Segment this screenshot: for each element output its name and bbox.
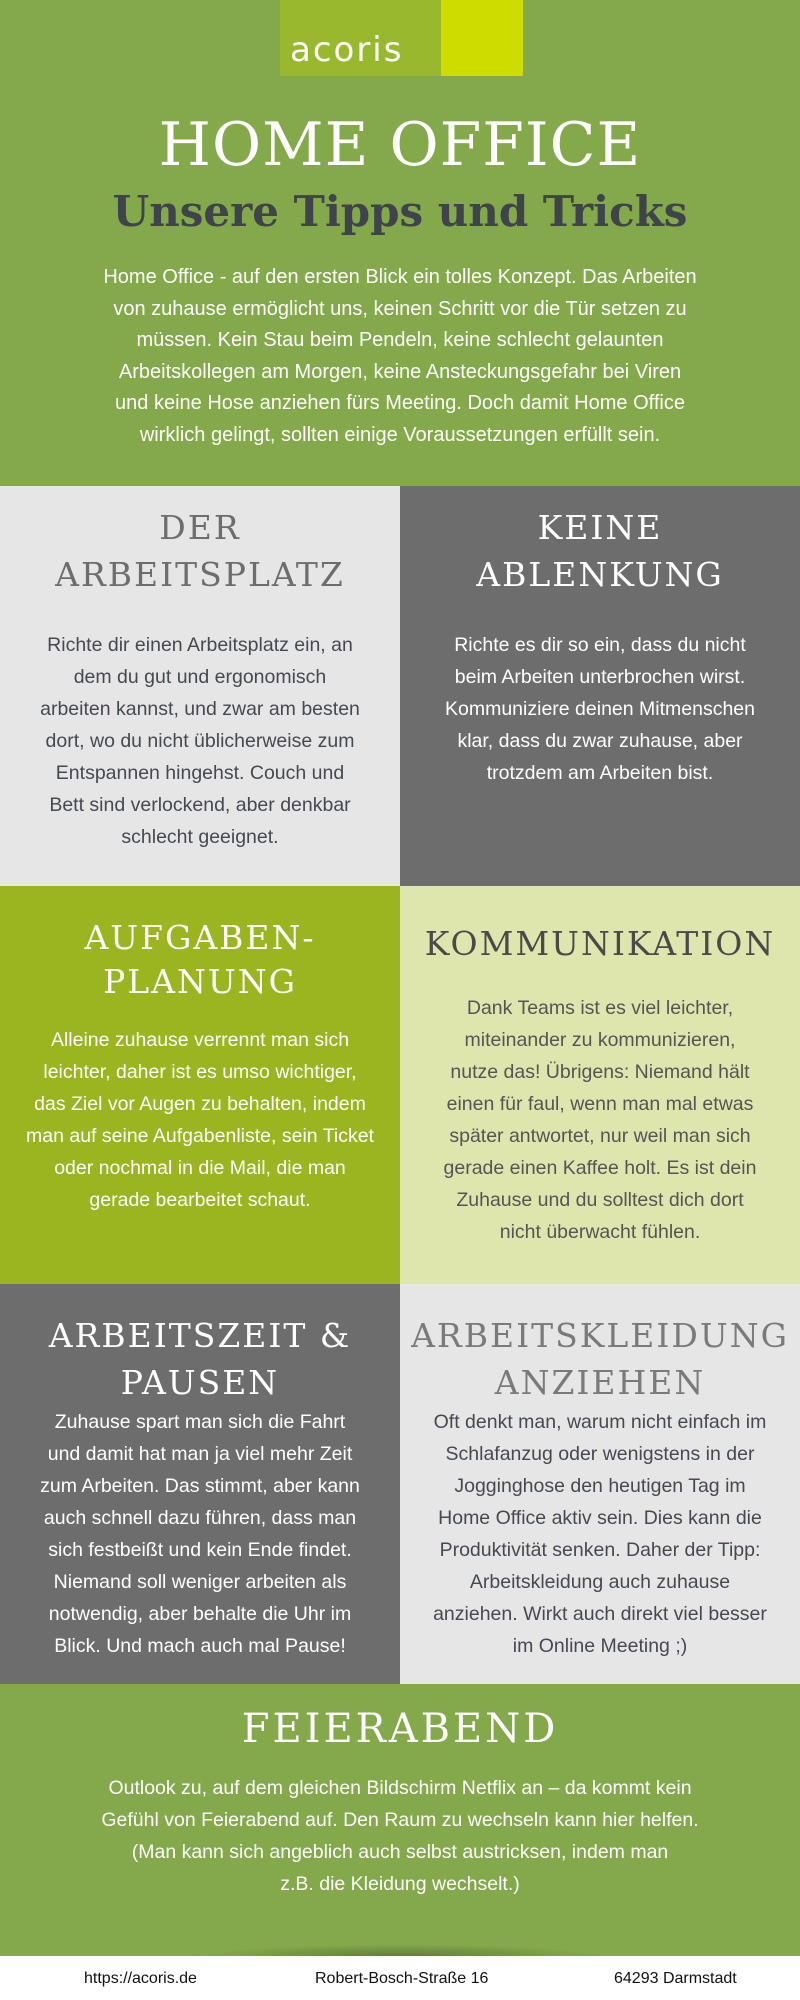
card-text-line: sich festbeißt und kein Ende findet. <box>48 1539 352 1561</box>
card-title <box>0 504 400 598</box>
intro-line: von zuhause ermöglicht uns, keinen Schritt vor die Tür setzen zu <box>113 297 687 320</box>
card-title-line: PAUSEN <box>120 1363 280 1402</box>
intro-line: müssen. Kein Stau beim Pendeln, keine schlecht gelaunten <box>136 329 664 351</box>
card-text <box>0 1024 400 1216</box>
page-title: HOME OFFICE <box>158 110 642 180</box>
card-arbeitszeit-pausen <box>0 1284 400 1684</box>
card-title-line: KOMMUNIKATION <box>424 924 776 963</box>
intro-text <box>60 262 740 451</box>
card-text-line: nutze das! Übrigens: Niemand hält <box>450 1061 750 1083</box>
card-text-line: anziehen. Wirkt auch direkt viel besser <box>433 1603 767 1625</box>
card-title-line: KEINE <box>537 508 663 547</box>
card-title <box>0 1312 400 1406</box>
card-text-line: beim Arbeiten unterbrochen wirst. <box>454 666 746 688</box>
card-text-line: Alleine zuhause verrennt man sich <box>50 1029 350 1051</box>
card-text-line: Bett sind verlockend, aber denkbar <box>49 794 351 816</box>
intro-line: Arbeitskollegen am Morgen, keine Ansteckungsgefahr bei Viren <box>118 360 682 383</box>
header-section <box>0 0 800 486</box>
footer-website-link[interactable]: https://acoris.de <box>84 1970 197 1987</box>
feierabend-line: z.B. die Kleidung wechselt.) <box>280 1873 520 1895</box>
card-text-line: Kommuniziere deinen Mitmenschen <box>445 698 755 720</box>
feierabend-line: Outlook zu, auf dem gleichen Bildschirm Netflix an – da kommt kein <box>108 1777 692 1799</box>
card-text-line: oder nochmal in die Mail, die man <box>54 1157 346 1179</box>
card-text-line: Richte dir einen Arbeitsplatz ein, an <box>47 634 353 656</box>
card-title-line: ABLENKUNG <box>476 555 724 594</box>
card-text-line: Niemand soll weniger arbeiten als <box>53 1571 347 1593</box>
card-text-line: das Ziel vor Augen zu behalten, indem <box>34 1093 366 1115</box>
card-title-line: PLANUNG <box>103 962 297 1001</box>
card-text-line: Richte es dir so ein, dass du nicht <box>454 634 746 656</box>
card-keine-ablenkung <box>400 486 800 886</box>
feierabend-line: Gefühl von Feierabend auf. Den Raum zu wechseln kann hier helfen. <box>101 1809 699 1831</box>
card-title <box>400 920 800 967</box>
card-text-line: trotzdem am Arbeiten bist. <box>486 762 714 784</box>
card-aufgabenplanung <box>0 886 400 1284</box>
card-text-line: notwendig, aber behalte die Uhr im <box>48 1603 352 1625</box>
card-text-line: leichter, daher ist es umso wichtiger, <box>43 1061 357 1083</box>
card-text-line: im Online Meeting ;) <box>512 1635 688 1657</box>
feierabend-title: FEIERABEND <box>241 1706 559 1752</box>
card-title-line: AUFGABEN- <box>84 918 316 957</box>
card-arbeitsplatz <box>0 486 400 886</box>
card-text <box>0 1406 400 1662</box>
card-text-line: Zuhause spart man sich die Fahrt <box>54 1411 346 1433</box>
card-text-line: miteinander zu kommunizieren, <box>464 1029 736 1051</box>
page-subtitle: Unsere Tipps und Tricks <box>112 187 688 236</box>
card-title <box>0 916 400 1004</box>
card-text-line: Entspannen hingehst. Couch und <box>55 762 345 784</box>
footer-city: 64293 Darmstadt <box>614 1970 737 1987</box>
logo-yellow-block <box>441 0 523 76</box>
card-text <box>0 629 400 853</box>
acoris-logo[interactable] <box>280 0 523 76</box>
card-text-line: gerade bearbeitet schaut. <box>89 1189 311 1211</box>
intro-line: Home Office - auf den ersten Blick ein tolles Konzept. Das Arbeiten <box>103 266 697 288</box>
card-text-line: klar, dass du zwar zuhause, aber <box>457 730 743 752</box>
card-title <box>400 504 800 598</box>
card-text-line: man auf seine Aufgabenliste, sein Ticket <box>26 1125 374 1147</box>
card-title-line: DER <box>159 508 241 547</box>
card-text <box>400 1406 800 1662</box>
card-text-line: schlecht geeignet. <box>121 826 279 848</box>
card-text-line: auch schnell dazu führen, dass man <box>43 1507 357 1529</box>
footer-street: Robert-Bosch-Straße 16 <box>315 1970 489 1987</box>
card-text-line: später antwortet, nur weil man sich <box>449 1125 751 1147</box>
card-text-line: Oft denkt man, warum nicht einfach im <box>433 1411 767 1433</box>
card-kommunikation <box>400 886 800 1284</box>
intro-line: wirklich gelingt, sollten einige Voraussetzungen erfüllt sein. <box>139 423 661 446</box>
card-title <box>400 1312 800 1406</box>
card-title-line: ANZIEHEN <box>494 1363 706 1402</box>
card-text-line: Schlafanzug oder wenigstens in der <box>445 1443 755 1465</box>
intro-line: und keine Hose anziehen fürs Meeting. Doch damit Home Office <box>115 392 685 414</box>
card-text-line: arbeiten kannst, und zwar am besten <box>40 698 360 720</box>
card-text-line: Dank Teams ist es viel leichter, <box>466 997 734 1019</box>
card-text-line: zum Arbeiten. Das stimmt, aber kann <box>40 1475 360 1497</box>
feierabend-section <box>0 1684 800 1956</box>
card-text-line: nicht überwacht fühlen. <box>499 1221 701 1243</box>
card-text-line: Produktivität senken. Daher der Tipp: <box>439 1539 761 1561</box>
card-text-line: dem du gut und ergonomisch <box>73 666 327 688</box>
feierabend-text <box>70 1772 730 1900</box>
feierabend-line: (Man kann sich angeblich auch selbst austricksen, indem man <box>131 1841 669 1863</box>
card-text-line: und damit hat man ja viel mehr Zeit <box>47 1443 353 1465</box>
card-text-line: Arbeitskleidung auch zuhause <box>469 1571 731 1593</box>
card-text-line: Blick. Und mach auch mal Pause! <box>54 1635 346 1657</box>
card-text <box>400 629 800 789</box>
card-title-line: ARBEITSZEIT & <box>48 1316 352 1355</box>
card-text-line: Zuhause und du solltest dich dort <box>456 1189 744 1211</box>
card-text-line: einen für faul, wenn man mal etwas <box>446 1093 754 1115</box>
card-text-line: Home Office aktiv sein. Dies kann die <box>438 1507 762 1529</box>
card-text-line: gerade einen Kaffee holt. Es ist dein <box>443 1157 757 1179</box>
card-title-line: ARBEITSKLEIDUNG <box>411 1316 789 1355</box>
card-title-line: ARBEITSPLATZ <box>55 555 345 594</box>
footer <box>0 1956 800 2000</box>
card-text-line: dort, wo du nicht üblicherweise zum <box>45 730 355 752</box>
card-text <box>400 992 800 1248</box>
logo-text: acoris <box>290 30 404 70</box>
card-text-line: Jogginghose den heutigen Tag im <box>454 1475 746 1497</box>
card-arbeitskleidung <box>400 1284 800 1684</box>
